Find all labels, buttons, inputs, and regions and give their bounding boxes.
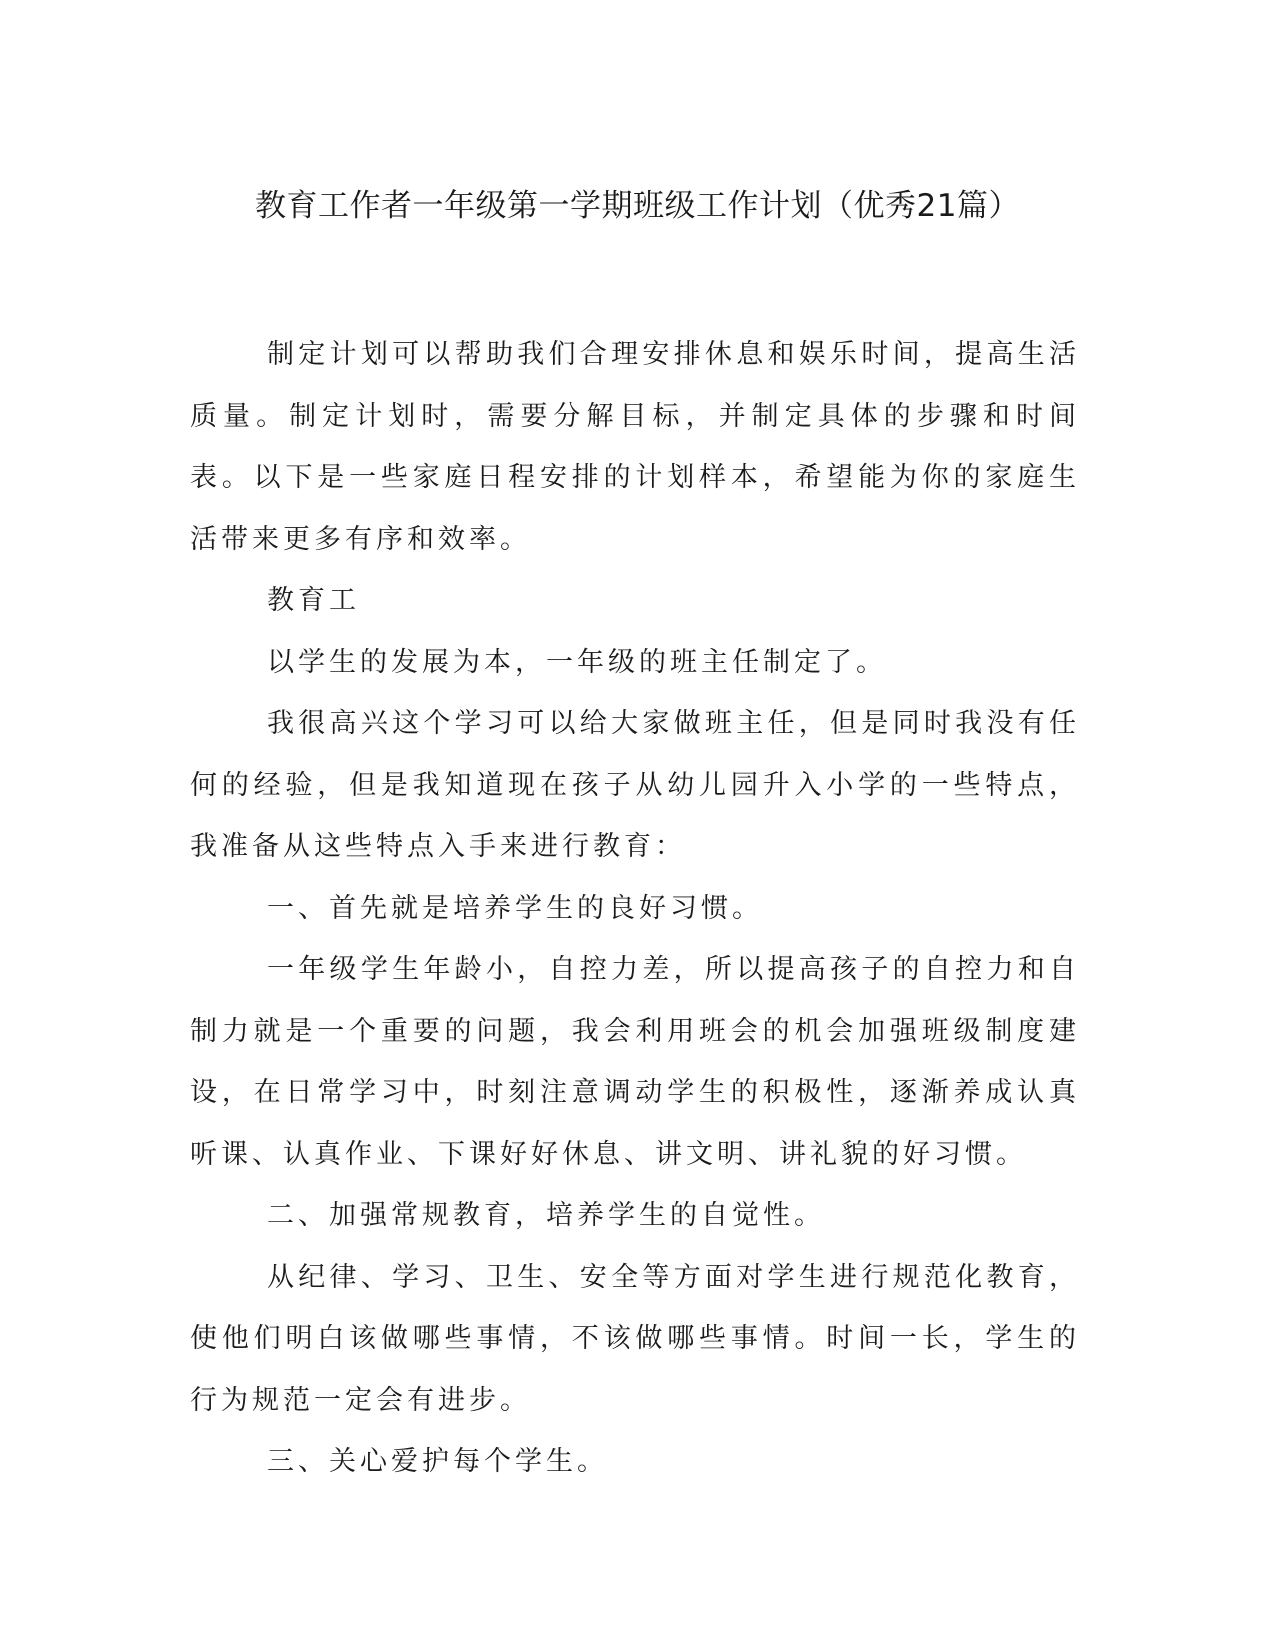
paragraph-routine-education: 从纪律、学习、卫生、安全等方面对学生进行规范化教育，使他们明白该做哪些事情，不该做哪些事情。时间一长，学生的行为规范一定会有进步。 xyxy=(190,1261,1080,1416)
paragraph-experience: 我很高兴这个学习可以给大家做班主任，但是同时我没有任何的经验，但是我知道现在孩子从幼儿园升入小学的一些特点，我准备从这些特点入手来进行教育： xyxy=(190,708,1080,862)
paragraph-fragment: 教育工 xyxy=(267,585,360,616)
heading-care-students: 三、关心爱护每个学生。 xyxy=(267,1446,608,1477)
heading-habits: 一、首先就是培养学生的良好习惯。 xyxy=(267,892,763,924)
document-body xyxy=(190,324,1080,1493)
heading-routine-education: 二、加强常规教育，培养学生的自觉性。 xyxy=(267,1200,825,1231)
paragraph-principle: 以学生的发展为本，一年级的班主任制定了。 xyxy=(267,646,887,678)
document-title: 教育工作者一年级第一学期班级工作计划（优秀21篇） xyxy=(255,188,1020,224)
paragraph-intro: 制定计划可以帮助我们合理安排休息和娱乐时间，提高生活质量。制定计划时，需要分解目标，并制定具体的步骤和时间表。以下是一些家庭日程安排的计划样本，希望能为你的家庭生活带来更多有序和效率。 xyxy=(190,339,1080,555)
paragraph-habits: 一年级学生年龄小，自控力差，所以提高孩子的自控力和自制力就是一个重要的问题，我会利用班会的机会加强班级制度建设，在日常学习中，时刻注意调动学生的积极性，逐渐养成认真听课、认真作业、下课好好休息、讲文明、讲礼貌的好习惯。 xyxy=(190,954,1080,1170)
